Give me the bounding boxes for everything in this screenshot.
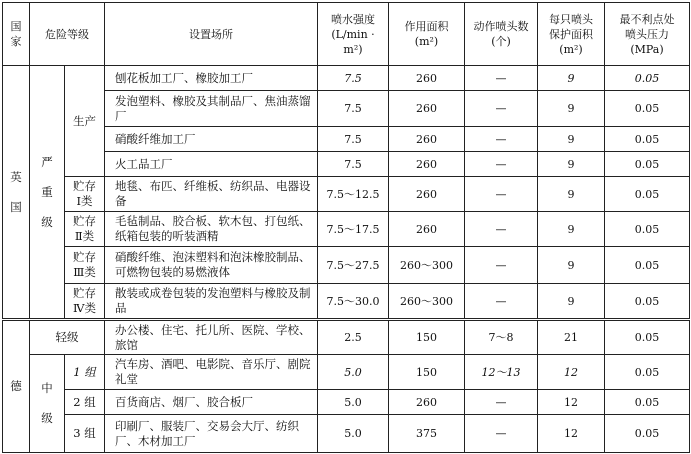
place-cell: 汽车房、酒吧、电影院、音乐厅、剧院礼堂 bbox=[105, 355, 318, 390]
header-active-heads: 动作喷头数 (个) bbox=[465, 3, 538, 66]
pressure-cell: 0.05 bbox=[605, 284, 690, 320]
header-spray-intensity: 喷水强度 (L/min · m²) bbox=[318, 3, 389, 66]
protect-cell: 9 bbox=[538, 284, 605, 320]
area-cell: 260 bbox=[389, 177, 465, 212]
intensity-cell: 7.5～30.0 bbox=[318, 284, 389, 320]
heads-cell: — bbox=[465, 127, 538, 152]
place-cell: 办公楼、住宅、托儿所、医院、学校、旅馆 bbox=[105, 320, 318, 355]
area-cell: 150 bbox=[389, 355, 465, 390]
protect-cell: 12 bbox=[538, 415, 605, 453]
header-place: 设置场所 bbox=[105, 3, 318, 66]
sprinkler-spec-table bbox=[2, 2, 690, 453]
protect-cell: 9 bbox=[538, 91, 605, 127]
subclass-cell-storage-4: 贮存 Ⅳ类 bbox=[65, 284, 105, 320]
intensity-cell: 7.5～27.5 bbox=[318, 247, 389, 284]
pressure-cell: 0.05 bbox=[605, 152, 690, 177]
place-cell: 发泡塑料、橡胶及其制品厂、焦油蒸馏厂 bbox=[105, 91, 318, 127]
table-row bbox=[3, 320, 690, 355]
pressure-cell: 0.05 bbox=[605, 177, 690, 212]
heads-cell: — bbox=[465, 284, 538, 320]
pressure-cell: 0.05 bbox=[605, 415, 690, 453]
area-cell: 260 bbox=[389, 127, 465, 152]
hazard-cell-light: 轻级 bbox=[30, 320, 105, 355]
heads-cell: 12～13 bbox=[465, 355, 538, 390]
pressure-cell: 0.05 bbox=[605, 212, 690, 247]
place-cell: 散装或成卷包装的发泡塑料与橡胶及制品 bbox=[105, 284, 318, 320]
group-cell-2: 2 组 bbox=[65, 390, 105, 415]
pressure-cell: 0.05 bbox=[605, 247, 690, 284]
heads-cell: — bbox=[465, 177, 538, 212]
table-row bbox=[3, 127, 690, 152]
area-cell: 260 bbox=[389, 66, 465, 91]
heads-cell: — bbox=[465, 152, 538, 177]
group-cell-1: 1 组 bbox=[65, 355, 105, 390]
header-operating-area: 作用面积 (m²) bbox=[389, 3, 465, 66]
area-cell: 260 bbox=[389, 390, 465, 415]
area-cell: 150 bbox=[389, 320, 465, 355]
heads-cell: — bbox=[465, 212, 538, 247]
place-cell: 刨花板加工厂、橡胶加工厂 bbox=[105, 66, 318, 91]
intensity-cell: 7.5 bbox=[318, 127, 389, 152]
area-cell: 260 bbox=[389, 91, 465, 127]
protect-cell: 12 bbox=[538, 390, 605, 415]
intensity-cell: 7.5 bbox=[318, 152, 389, 177]
subclass-cell-production: 生产 bbox=[65, 66, 105, 177]
heads-cell: 7～8 bbox=[465, 320, 538, 355]
protect-cell: 12 bbox=[538, 355, 605, 390]
protect-cell: 9 bbox=[538, 177, 605, 212]
header-protection-area: 每只喷头 保护面积 (m²) bbox=[538, 3, 605, 66]
area-cell: 260 bbox=[389, 212, 465, 247]
place-cell: 印刷厂、服装厂、交易会大厅、纺织厂、木材加工厂 bbox=[105, 415, 318, 453]
intensity-cell: 5.0 bbox=[318, 355, 389, 390]
area-cell: 375 bbox=[389, 415, 465, 453]
country-cell-de: 德 bbox=[3, 320, 30, 453]
header-hazard-level: 危险等级 bbox=[30, 3, 105, 66]
place-cell: 毛毡制品、胶合板、软木包、打包纸、纸箱包装的听装酒精 bbox=[105, 212, 318, 247]
area-cell: 260 bbox=[389, 152, 465, 177]
protect-cell: 9 bbox=[538, 212, 605, 247]
table-row bbox=[3, 284, 690, 320]
intensity-cell: 7.5 bbox=[318, 91, 389, 127]
heads-cell: — bbox=[465, 415, 538, 453]
country-cell-uk: 英 国 bbox=[3, 66, 30, 320]
intensity-cell: 5.0 bbox=[318, 390, 389, 415]
table-row bbox=[3, 390, 690, 415]
table-row bbox=[3, 247, 690, 284]
heads-cell: — bbox=[465, 247, 538, 284]
table-row bbox=[3, 177, 690, 212]
table-row bbox=[3, 415, 690, 453]
intensity-cell: 7.5～17.5 bbox=[318, 212, 389, 247]
header-row bbox=[3, 3, 690, 66]
pressure-cell: 0.05 bbox=[605, 127, 690, 152]
table-row bbox=[3, 66, 690, 91]
hazard-cell-medium: 中 级 bbox=[30, 355, 65, 453]
protect-cell: 21 bbox=[538, 320, 605, 355]
group-cell-3: 3 组 bbox=[65, 415, 105, 453]
heads-cell: — bbox=[465, 91, 538, 127]
pressure-cell: 0.05 bbox=[605, 355, 690, 390]
subclass-cell-storage-3: 贮存 Ⅲ类 bbox=[65, 247, 105, 284]
area-cell: 260～300 bbox=[389, 284, 465, 320]
pressure-cell: 0.05 bbox=[605, 91, 690, 127]
header-min-pressure: 最不利点处 喷头压力 (MPa) bbox=[605, 3, 690, 66]
place-cell: 硝酸纤维、泡沫塑料和泡沫橡胶制品、可燃物包装的易燃液体 bbox=[105, 247, 318, 284]
pressure-cell: 0.05 bbox=[605, 66, 690, 91]
area-cell: 260～300 bbox=[389, 247, 465, 284]
heads-cell: — bbox=[465, 66, 538, 91]
place-cell: 地毯、布匹、纤维板、纺织品、电器设备 bbox=[105, 177, 318, 212]
header-country: 国家 bbox=[3, 3, 30, 66]
intensity-cell: 2.5 bbox=[318, 320, 389, 355]
place-cell: 硝酸纤维加工厂 bbox=[105, 127, 318, 152]
table-row bbox=[3, 91, 690, 127]
intensity-cell: 7.5～12.5 bbox=[318, 177, 389, 212]
intensity-cell: 7.5 bbox=[318, 66, 389, 91]
place-cell: 百货商店、烟厂、胶合板厂 bbox=[105, 390, 318, 415]
protect-cell: 9 bbox=[538, 247, 605, 284]
heads-cell: — bbox=[465, 390, 538, 415]
table-row bbox=[3, 355, 690, 390]
table-row bbox=[3, 212, 690, 247]
pressure-cell: 0.05 bbox=[605, 320, 690, 355]
subclass-cell-storage-2: 贮存 Ⅱ类 bbox=[65, 212, 105, 247]
pressure-cell: 0.05 bbox=[605, 390, 690, 415]
protect-cell: 9 bbox=[538, 152, 605, 177]
hazard-cell-heavy: 严 重 级 bbox=[30, 66, 65, 320]
table-row bbox=[3, 152, 690, 177]
place-cell: 火工品工厂 bbox=[105, 152, 318, 177]
protect-cell: 9 bbox=[538, 127, 605, 152]
subclass-cell-storage-1: 贮存 Ⅰ类 bbox=[65, 177, 105, 212]
protect-cell: 9 bbox=[538, 66, 605, 91]
intensity-cell: 5.0 bbox=[318, 415, 389, 453]
